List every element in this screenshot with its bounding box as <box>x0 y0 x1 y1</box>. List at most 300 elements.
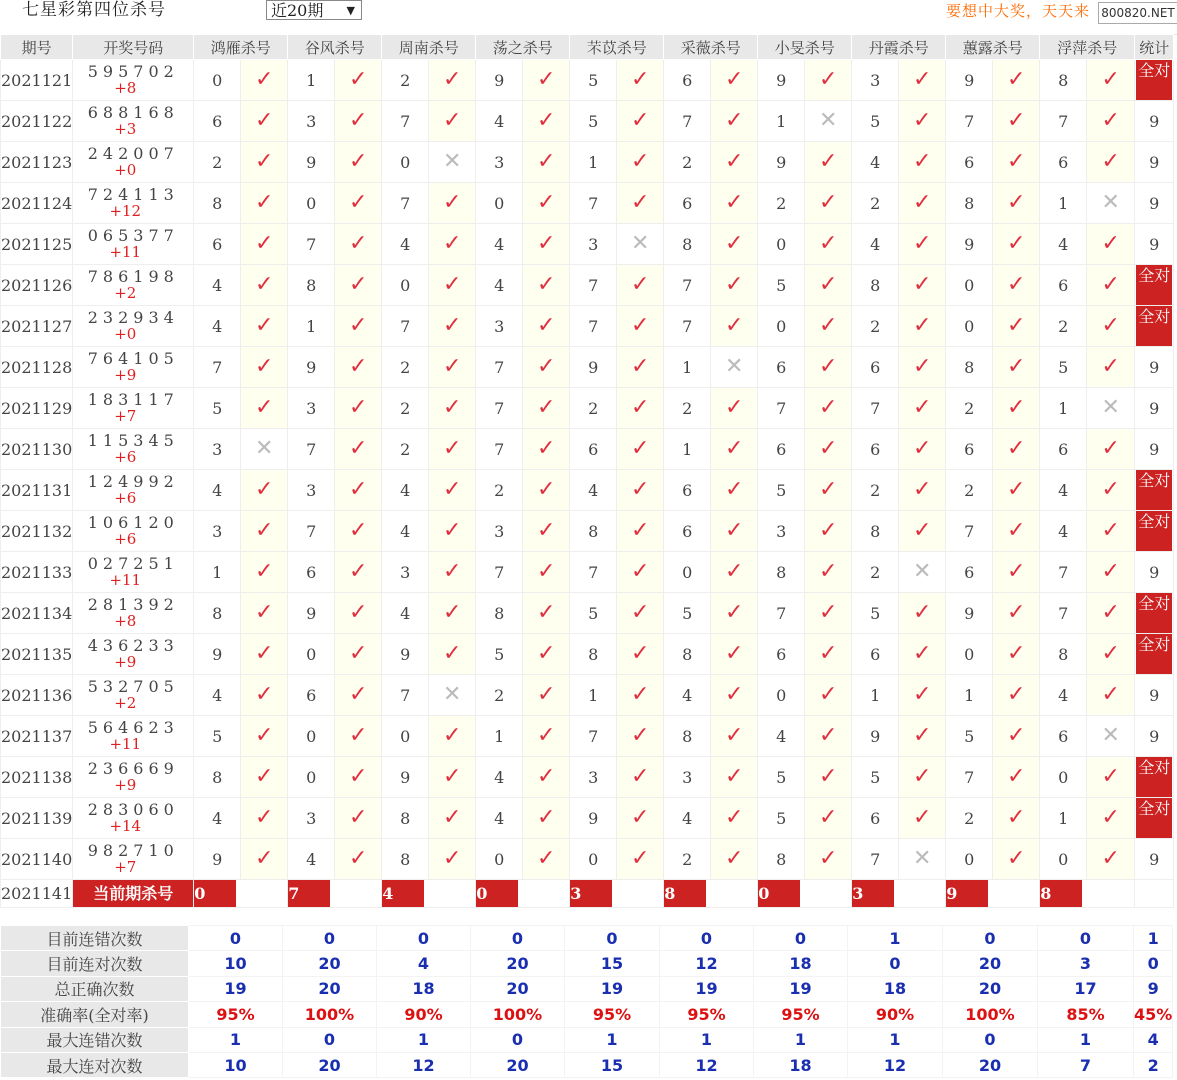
kill-number: 0 <box>664 552 711 593</box>
check-mark-icon <box>429 716 476 757</box>
check-icon: ✓ <box>255 477 274 502</box>
kill-number: 7 <box>570 265 617 306</box>
check-mark-icon <box>617 798 664 839</box>
draw-plus: +2 <box>114 694 137 712</box>
check-mark-icon <box>335 388 382 429</box>
check-icon: ✓ <box>1007 805 1026 830</box>
current-kill-cell <box>194 880 288 908</box>
check-mark-icon <box>523 511 570 552</box>
summary-value: 1 <box>377 1027 471 1052</box>
check-icon: ✓ <box>913 682 932 707</box>
kill-number: 4 <box>194 306 241 347</box>
kill-number: 0 <box>1040 757 1087 798</box>
check-mark-icon <box>993 388 1040 429</box>
check-mark-icon <box>617 511 664 552</box>
check-icon: ✓ <box>725 67 744 92</box>
kill-number: 8 <box>664 634 711 675</box>
check-icon: ✓ <box>443 313 462 338</box>
summary-value: 0 <box>471 926 565 951</box>
issue-cell: 2021140 <box>1 839 73 880</box>
stat-cell <box>1135 470 1174 511</box>
check-icon: ✓ <box>725 395 744 420</box>
check-mark-icon <box>805 183 852 224</box>
kill-number: 0 <box>288 634 335 675</box>
kill-number: 6 <box>852 347 899 388</box>
kill-number: 7 <box>476 552 523 593</box>
check-mark-icon <box>523 552 570 593</box>
check-mark-icon <box>805 60 852 101</box>
summary-row <box>1 976 1173 1001</box>
summary-value: 1 <box>189 1027 283 1052</box>
check-icon: ✓ <box>537 272 556 297</box>
check-mark-icon <box>241 798 288 839</box>
kill-number: 3 <box>570 224 617 265</box>
check-icon: ✓ <box>443 600 462 625</box>
check-icon: ✓ <box>255 395 274 420</box>
cross-icon: ✕ <box>1101 395 1120 420</box>
table-row <box>1 716 1174 757</box>
kill-number: 6 <box>570 429 617 470</box>
check-mark-icon <box>899 470 946 511</box>
summary-value: 10 <box>189 951 283 976</box>
draw-plus: +8 <box>114 612 137 630</box>
summary-value: 1 <box>1134 926 1173 951</box>
kill-number: 7 <box>1040 552 1087 593</box>
kill-number: 3 <box>852 60 899 101</box>
draw-plus: +9 <box>114 366 137 384</box>
check-icon: ✓ <box>1101 846 1120 871</box>
stat-cell <box>1135 675 1174 716</box>
summary-value: 20 <box>943 1052 1038 1077</box>
current-period-row <box>1 880 1174 908</box>
current-kill-cell <box>946 880 1040 908</box>
check-mark-icon <box>335 347 382 388</box>
current-kill-cell <box>288 880 382 908</box>
check-mark-icon <box>523 347 570 388</box>
kill-number: 7 <box>1040 593 1087 634</box>
check-mark-icon <box>711 511 758 552</box>
summary-value: 20 <box>943 976 1038 1001</box>
draw-digits: 283060 <box>87 800 179 819</box>
summary-value: 90% <box>848 1002 943 1027</box>
check-mark-icon <box>899 101 946 142</box>
kill-number: 1 <box>758 101 805 142</box>
summary-value: 10 <box>189 1052 283 1077</box>
cross-icon: ✕ <box>725 354 744 379</box>
check-mark-icon <box>429 265 476 306</box>
check-mark-icon <box>523 716 570 757</box>
current-kill-number: 3 <box>570 880 612 907</box>
check-mark-icon <box>429 429 476 470</box>
check-icon: ✓ <box>819 67 838 92</box>
check-icon: ✓ <box>631 764 650 789</box>
check-icon: ✓ <box>913 108 932 133</box>
cross-icon: ✕ <box>631 231 650 256</box>
check-icon: ✓ <box>913 436 932 461</box>
draw-cell <box>73 716 194 757</box>
kill-number: 2 <box>194 142 241 183</box>
table-row <box>1 306 1174 347</box>
kill-number: 4 <box>194 798 241 839</box>
check-mark-icon <box>805 552 852 593</box>
check-mark-icon <box>993 593 1040 634</box>
current-kill-number: 3 <box>852 880 894 907</box>
summary-label: 最大连错次数 <box>1 1027 189 1052</box>
table-row <box>1 60 1174 101</box>
check-icon: ✓ <box>1007 231 1026 256</box>
table-row <box>1 347 1174 388</box>
check-icon: ✓ <box>1101 518 1120 543</box>
table-row <box>1 388 1174 429</box>
kill-number: 1 <box>194 552 241 593</box>
kill-number: 6 <box>664 511 711 552</box>
check-mark-icon <box>241 675 288 716</box>
draw-cell <box>73 183 194 224</box>
check-mark-icon <box>805 798 852 839</box>
check-mark-icon <box>899 265 946 306</box>
kill-number: 1 <box>1040 388 1087 429</box>
summary-value: 18 <box>754 951 848 976</box>
check-mark-icon <box>1087 306 1135 347</box>
kill-number: 0 <box>758 675 805 716</box>
check-mark-icon <box>805 839 852 880</box>
kill-number: 0 <box>288 757 335 798</box>
check-mark-icon <box>805 634 852 675</box>
check-icon: ✓ <box>819 477 838 502</box>
stat-count: 9 <box>1149 357 1160 377</box>
check-icon: ✓ <box>819 682 838 707</box>
check-icon: ✓ <box>819 641 838 666</box>
check-mark-icon <box>711 716 758 757</box>
check-mark-icon <box>241 511 288 552</box>
kill-number: 9 <box>382 757 429 798</box>
summary-value: 20 <box>283 951 377 976</box>
draw-digits: 065377 <box>87 226 179 245</box>
kill-number: 4 <box>382 224 429 265</box>
col-expert: 鸿雁杀号 <box>194 35 288 60</box>
col-draw: 开奖号码 <box>73 35 194 60</box>
cross-mark-icon <box>1087 183 1135 224</box>
check-mark-icon <box>711 429 758 470</box>
check-icon: ✓ <box>1101 641 1120 666</box>
header-row <box>1 35 1174 60</box>
cross-icon: ✕ <box>913 559 932 584</box>
stat-count: 9 <box>1149 398 1160 418</box>
check-mark-icon <box>241 306 288 347</box>
stat-count: 9 <box>1149 849 1160 869</box>
kill-number: 7 <box>382 675 429 716</box>
summary-value: 19 <box>189 976 283 1001</box>
kill-number: 9 <box>570 798 617 839</box>
check-mark-icon <box>1087 757 1135 798</box>
summary-value: 0 <box>1134 951 1173 976</box>
kill-number: 7 <box>382 101 429 142</box>
check-icon: ✓ <box>537 67 556 92</box>
check-icon: ✓ <box>631 559 650 584</box>
check-icon: ✓ <box>1101 313 1120 338</box>
check-mark-icon <box>899 716 946 757</box>
issue-cell: 2021121 <box>1 60 73 101</box>
check-icon: ✓ <box>537 518 556 543</box>
check-icon: ✓ <box>1101 272 1120 297</box>
check-mark-icon <box>805 388 852 429</box>
current-kill-cell <box>852 880 946 908</box>
check-icon: ✓ <box>1007 272 1026 297</box>
check-mark-icon <box>241 60 288 101</box>
check-icon: ✓ <box>349 682 368 707</box>
check-icon: ✓ <box>819 395 838 420</box>
kill-number: 9 <box>288 347 335 388</box>
kill-number: 4 <box>194 265 241 306</box>
summary-value: 20 <box>471 1052 565 1077</box>
check-mark-icon <box>617 142 664 183</box>
check-mark-icon <box>1087 101 1135 142</box>
check-icon: ✓ <box>725 272 744 297</box>
draw-plus: +7 <box>114 407 137 425</box>
check-icon: ✓ <box>725 190 744 215</box>
period-select[interactable] <box>266 0 362 20</box>
kill-number: 4 <box>476 798 523 839</box>
check-mark-icon <box>899 183 946 224</box>
check-icon: ✓ <box>349 67 368 92</box>
kill-number: 8 <box>852 511 899 552</box>
summary-value: 19 <box>754 976 848 1001</box>
check-mark-icon <box>993 716 1040 757</box>
site-domain-badge[interactable]: 800820.NET <box>1098 2 1177 24</box>
kill-number: 3 <box>476 306 523 347</box>
summary-value: 0 <box>283 1027 377 1052</box>
table-row <box>1 839 1174 880</box>
kill-number: 7 <box>476 388 523 429</box>
kill-number: 4 <box>476 224 523 265</box>
stat-cell <box>1135 716 1174 757</box>
draw-cell <box>73 675 194 716</box>
check-mark-icon <box>523 183 570 224</box>
stat-cell <box>1135 757 1174 798</box>
summary-value: 20 <box>471 951 565 976</box>
summary-value: 12 <box>848 1052 943 1077</box>
draw-cell <box>73 511 194 552</box>
check-icon: ✓ <box>349 477 368 502</box>
stat-count: 9 <box>1149 193 1160 213</box>
kill-number: 7 <box>1040 101 1087 142</box>
check-icon: ✓ <box>819 600 838 625</box>
table-row <box>1 101 1174 142</box>
current-kill-cell <box>476 880 570 908</box>
draw-plus: +6 <box>114 489 137 507</box>
kill-number: 6 <box>852 429 899 470</box>
kill-number: 1 <box>1040 183 1087 224</box>
check-mark-icon <box>993 347 1040 388</box>
check-icon: ✓ <box>1007 190 1026 215</box>
check-icon: ✓ <box>255 149 274 174</box>
check-mark-icon <box>429 798 476 839</box>
stat-cell <box>1135 142 1174 183</box>
kill-number: 2 <box>476 470 523 511</box>
check-mark-icon <box>617 634 664 675</box>
all-correct-badge: 全对 <box>1136 470 1172 510</box>
all-correct-badge: 全对 <box>1136 798 1172 838</box>
check-mark-icon <box>805 675 852 716</box>
summary-value: 1 <box>848 926 943 951</box>
check-mark-icon <box>523 634 570 675</box>
summary-value: 12 <box>660 1052 754 1077</box>
check-mark-icon <box>335 470 382 511</box>
kill-number: 4 <box>194 470 241 511</box>
check-mark-icon <box>241 716 288 757</box>
summary-value: 95% <box>565 1002 660 1027</box>
check-icon: ✓ <box>1007 67 1026 92</box>
kill-number: 8 <box>1040 634 1087 675</box>
check-mark-icon <box>429 306 476 347</box>
kill-number: 1 <box>570 142 617 183</box>
promo-banner[interactable]: 要想中大奖，天天来 <box>946 2 1091 20</box>
check-icon: ✓ <box>631 272 650 297</box>
check-icon: ✓ <box>1007 846 1026 871</box>
check-mark-icon <box>899 675 946 716</box>
kill-number: 4 <box>570 470 617 511</box>
summary-label: 目前连错次数 <box>1 926 189 951</box>
kill-number: 3 <box>288 101 335 142</box>
kill-number: 4 <box>1040 675 1087 716</box>
check-icon: ✓ <box>1101 67 1120 92</box>
summary-value: 0 <box>943 926 1038 951</box>
summary-row <box>1 1052 1173 1077</box>
kill-number: 0 <box>570 839 617 880</box>
check-icon: ✓ <box>1007 149 1026 174</box>
kill-number: 0 <box>946 634 993 675</box>
check-mark-icon <box>617 593 664 634</box>
kill-number: 1 <box>570 675 617 716</box>
check-mark-icon <box>805 757 852 798</box>
kill-number: 5 <box>946 716 993 757</box>
kill-number: 1 <box>476 716 523 757</box>
issue-cell: 2021138 <box>1 757 73 798</box>
kill-number: 9 <box>946 60 993 101</box>
check-mark-icon <box>241 757 288 798</box>
col-expert: 荡之杀号 <box>476 35 570 60</box>
check-icon: ✓ <box>349 190 368 215</box>
kill-number: 6 <box>946 429 993 470</box>
kill-number: 8 <box>946 347 993 388</box>
summary-value: 0 <box>189 926 283 951</box>
check-mark-icon <box>617 675 664 716</box>
kill-number: 3 <box>194 511 241 552</box>
check-icon: ✓ <box>819 764 838 789</box>
check-mark-icon <box>805 142 852 183</box>
kill-number: 3 <box>664 757 711 798</box>
check-icon: ✓ <box>913 149 932 174</box>
summary-value: 0 <box>754 926 848 951</box>
current-kill-number: 0 <box>758 880 800 907</box>
kill-number: 2 <box>1040 306 1087 347</box>
check-mark-icon <box>711 470 758 511</box>
check-mark-icon <box>241 634 288 675</box>
issue-cell: 2021135 <box>1 634 73 675</box>
issue-cell: 2021123 <box>1 142 73 183</box>
draw-cell <box>73 757 194 798</box>
check-mark-icon <box>711 839 758 880</box>
summary-value: 0 <box>1038 926 1134 951</box>
kill-number: 0 <box>476 183 523 224</box>
cross-icon: ✕ <box>913 846 932 871</box>
check-icon: ✓ <box>537 108 556 133</box>
draw-digits: 124992 <box>87 472 179 491</box>
stat-cell <box>1135 839 1174 880</box>
check-mark-icon <box>617 429 664 470</box>
check-icon: ✓ <box>913 477 932 502</box>
kill-number: 9 <box>946 224 993 265</box>
summary-value: 12 <box>377 1052 471 1077</box>
summary-value: 1 <box>660 1027 754 1052</box>
check-mark-icon <box>805 347 852 388</box>
summary-value: 95% <box>754 1002 848 1027</box>
check-mark-icon <box>429 634 476 675</box>
check-mark-icon <box>523 593 570 634</box>
kill-number: 4 <box>1040 511 1087 552</box>
check-mark-icon <box>993 429 1040 470</box>
check-mark-icon <box>993 675 1040 716</box>
check-icon: ✓ <box>631 149 650 174</box>
check-icon: ✓ <box>819 272 838 297</box>
kill-number: 3 <box>194 429 241 470</box>
check-mark-icon <box>993 552 1040 593</box>
draw-plus: +11 <box>109 571 142 589</box>
check-icon: ✓ <box>819 805 838 830</box>
kill-number: 0 <box>1040 839 1087 880</box>
check-icon: ✓ <box>819 723 838 748</box>
kill-number: 9 <box>382 634 429 675</box>
stat-cell <box>1135 265 1174 306</box>
kill-number: 9 <box>288 142 335 183</box>
check-mark-icon <box>993 757 1040 798</box>
check-mark-icon <box>241 470 288 511</box>
chevron-down-icon: ▼ <box>346 4 355 17</box>
summary-value: 3 <box>1038 951 1134 976</box>
check-icon: ✓ <box>537 805 556 830</box>
check-icon: ✓ <box>537 436 556 461</box>
check-icon: ✓ <box>255 231 274 256</box>
check-icon: ✓ <box>443 805 462 830</box>
draw-digits: 982710 <box>87 841 179 860</box>
col-expert: 浮萍杀号 <box>1040 35 1135 60</box>
check-mark-icon <box>899 60 946 101</box>
summary-value: 1 <box>848 1027 943 1052</box>
current-kill-label: 当前期杀号 <box>73 880 193 907</box>
draw-plus: +2 <box>114 284 137 302</box>
cross-mark-icon <box>1087 716 1135 757</box>
kill-number: 0 <box>288 183 335 224</box>
check-mark-icon <box>899 798 946 839</box>
current-kill-cell <box>382 880 476 908</box>
issue-cell: 2021139 <box>1 798 73 839</box>
table-row <box>1 183 1174 224</box>
kill-number: 7 <box>946 757 993 798</box>
kill-number: 7 <box>288 224 335 265</box>
kill-number: 6 <box>194 101 241 142</box>
kill-number: 5 <box>1040 347 1087 388</box>
summary-value: 100% <box>471 1002 565 1027</box>
check-mark-icon <box>335 60 382 101</box>
stat-count: 9 <box>1149 685 1160 705</box>
kill-number: 1 <box>852 675 899 716</box>
draw-plus: +7 <box>114 858 137 876</box>
cross-mark-icon <box>617 224 664 265</box>
kill-number: 1 <box>664 429 711 470</box>
check-mark-icon <box>335 634 382 675</box>
kill-number: 2 <box>852 306 899 347</box>
check-mark-icon <box>335 142 382 183</box>
